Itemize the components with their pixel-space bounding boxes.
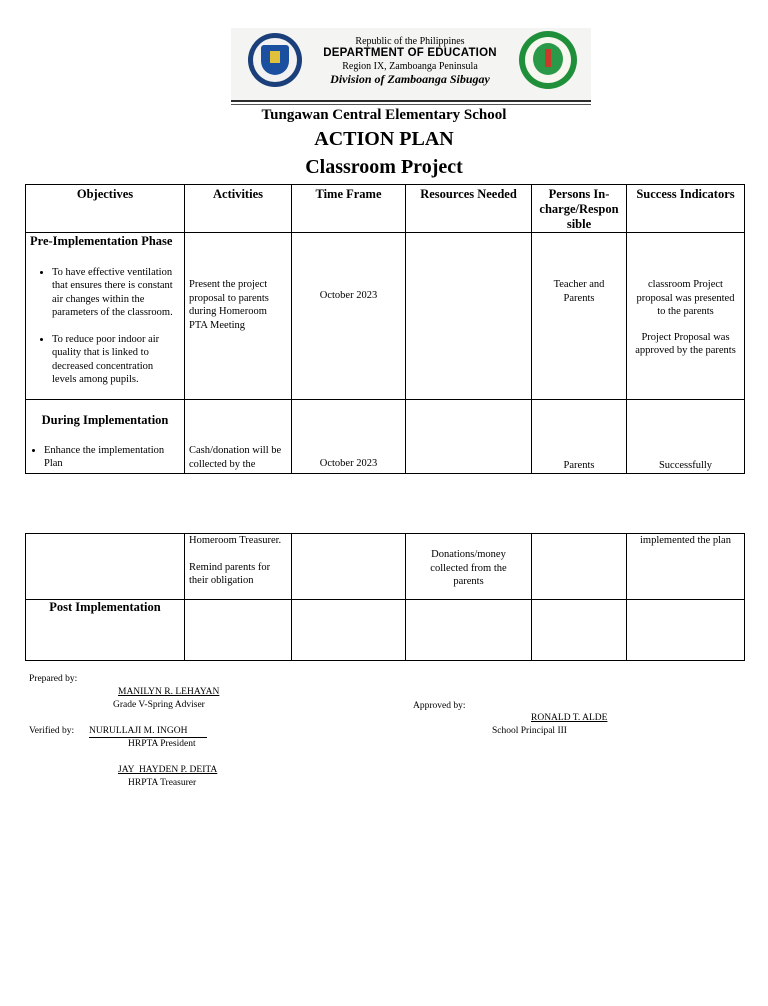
department-text: DEPARTMENT OF EDUCATION [323, 47, 497, 59]
prepared-by-role: Grade V-Spring Adviser [113, 700, 205, 710]
activity-text: Cash/donation will be collected by the [189, 445, 282, 470]
persons-text: Teacher and Parents [553, 279, 605, 304]
indicator-text: classroom Project proposal was presented to the parents [636, 279, 735, 317]
region-text: Region IX, Zamboanga Peninsula [342, 61, 478, 72]
column-header: Activities [185, 185, 292, 233]
approved-by-label: Approved by: [413, 701, 466, 711]
verified-by-role: HRPTA President [128, 739, 196, 749]
activity-text: Present the project proposal to parents during Homeroom PTA Meeting [189, 279, 269, 331]
phase-label: Post Implementation [49, 600, 161, 614]
school-name: Tungawan Central Elementary School [261, 107, 507, 123]
division-seal-logo [519, 31, 577, 89]
column-header: Success Indicators [627, 185, 745, 233]
table-row-pre-implementation [26, 233, 745, 400]
time-frame-text: October 2023 [319, 290, 378, 301]
indicator-text: Project Proposal was approved by the parents [635, 331, 736, 356]
column-header: Objectives [26, 185, 185, 233]
republic-text: Republic of the Philippines [355, 36, 465, 47]
phase-label: During Implementation [41, 413, 169, 427]
treasurer-role: HRPTA Treasurer [128, 778, 197, 788]
action-plan-table-continued [25, 533, 745, 661]
document-title: ACTION PLAN [314, 128, 454, 150]
activity-text: Homeroom Treasurer. [189, 535, 282, 546]
objective-item: • To reduce poor indoor air quality that is linked to decreased concentration levels among pupils. [52, 333, 180, 387]
prepared-by-label: Prepared by: [29, 674, 78, 684]
time-frame-text: October 2023 [319, 458, 378, 469]
treasurer-name: JAY HAYDEN P. DEITA [118, 765, 218, 775]
division-text: Division of Zamboanga Sibugay [330, 72, 490, 86]
table-row-during-implementation-cont [26, 534, 745, 600]
approved-by-name: RONALD T. ALDE [531, 713, 608, 723]
objectives-list [30, 444, 180, 471]
table-row-post-implementation [26, 600, 745, 661]
verified-by-label: Verified by: [29, 726, 75, 736]
prepared-by-name: MANILYN R. LEHAYAN [118, 687, 220, 697]
table-row-during-implementation [26, 400, 745, 474]
approved-by-role: School Principal III [492, 726, 567, 736]
objectives-list [30, 266, 180, 387]
column-header: Persons In-charge/Respon sible [532, 185, 627, 233]
indicator-text: implemented the plan [640, 535, 731, 546]
indicator-text: Successfully [658, 460, 713, 471]
phase-label: Pre-Implementation Phase [30, 234, 173, 248]
resources-text: Donations/money collected from the parents [430, 549, 507, 587]
table-header-row [26, 185, 745, 233]
activity-text: Remind parents for their obligation [189, 561, 271, 586]
document-subtitle: Classroom Project [305, 156, 463, 178]
verified-by-name: NURULLAJI M. INGOH [89, 726, 207, 738]
deped-seal-logo [248, 33, 302, 87]
objective-item: • Enhance the implementation Plan [44, 444, 180, 471]
persons-text: Parents [563, 460, 595, 471]
objective-item: • To have effective ventilation that ensures there is constant air changes within the parameters of the classroom. [52, 266, 180, 320]
column-header: Resources Needed [406, 185, 532, 233]
column-header: Time Frame [292, 185, 406, 233]
action-plan-table [25, 184, 745, 474]
